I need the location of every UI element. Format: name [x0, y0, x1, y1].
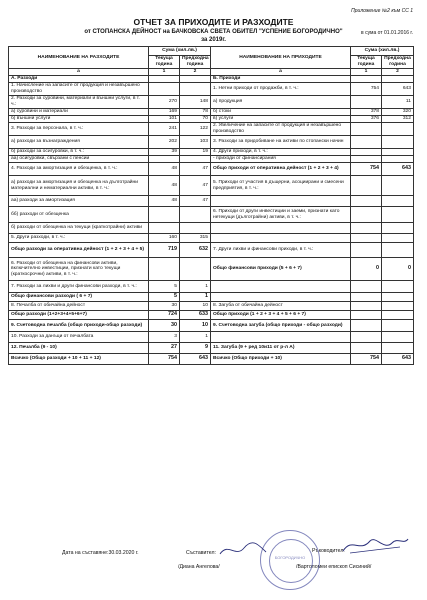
income-label [211, 234, 351, 243]
expense-current-value [149, 207, 180, 223]
income-current-value [351, 96, 382, 109]
expense-label: аа) осигуровки, свързани с пенсии [9, 156, 149, 163]
compiler-signature [218, 540, 268, 560]
expense-previous-value: 47 [180, 163, 211, 176]
income-current-value: 754 [351, 83, 382, 96]
compiler-label: Съставител: [186, 550, 216, 556]
income-current-value [351, 311, 382, 320]
expense-label: А. Разходи [9, 76, 149, 83]
expense-label: 5. Други разходи, в т. ч.: [9, 234, 149, 243]
seal-text: БОГОРОДИЧНО [274, 555, 306, 560]
expense-previous-value: 643 [180, 354, 211, 365]
income-label [211, 332, 351, 343]
expense-label: а) разходи за амортизация и обезценка на дълготрайни материални и нематериални активи, в т. ч.: [9, 176, 149, 196]
income-label: Б. Приходи [211, 76, 351, 83]
expense-current-value [149, 223, 180, 234]
expense-label: 1. Начисление на запасите от продукция и незавършено производство [9, 83, 149, 96]
column-index: а [211, 69, 351, 76]
currency-note: в сума от 01.01.2016 г. [361, 30, 413, 36]
income-previous-value [382, 320, 414, 332]
income-previous-value [382, 223, 414, 234]
expense-current-value [149, 258, 180, 281]
expense-label: а) суровини и материали [9, 109, 149, 116]
expense-previous-value: 633 [180, 311, 211, 320]
expense-previous-value: 10 [180, 302, 211, 311]
expenses-header: НАИМЕНОВАНИЕ НА РАЗХОДИТЕ [9, 47, 149, 69]
expense-label: 6. Разходи от обезценка на финансови активи, включително инвестиции, признати като текущи (краткосрочни) активи, в т. ч.: [9, 258, 149, 281]
income-current-value [351, 207, 382, 223]
expense-label: 7. Разходи за лихви и други финансови разходи, в т. ч.: [9, 281, 149, 293]
income-previous-value [382, 123, 414, 136]
table-row [9, 163, 414, 176]
expense-current-value: 39 [149, 149, 180, 156]
table-row [9, 332, 414, 343]
income-label: а) продукция [211, 96, 351, 109]
expenses-sum-header: Сума (хил.лв.) [149, 47, 211, 56]
expense-current-value [149, 83, 180, 96]
expense-current-value: 30 [149, 302, 180, 311]
income-current-value: 376 [351, 116, 382, 123]
manager-signature [340, 533, 410, 557]
expense-current-value: 101 [149, 116, 180, 123]
income-previous-value [382, 311, 414, 320]
expense-current-value: 160 [149, 234, 180, 243]
expense-label: аа) разходи за амортизация [9, 196, 149, 207]
income-current-value: 754 [351, 163, 382, 176]
income-current-value [351, 176, 382, 196]
expense-label: Всичко (Общо разходи + 10 + 11 + 12) [9, 354, 149, 365]
table-row [9, 293, 414, 302]
table-row [9, 311, 414, 320]
expense-current-value [149, 156, 180, 163]
expense-current-value: 169 [149, 109, 180, 116]
expense-label: б) разходи за осигуровки, в т. ч.: [9, 149, 149, 156]
income-label: 1. Нетни приходи от продажби, в т. ч.: [211, 83, 351, 96]
expense-current-value: 5 [149, 281, 180, 293]
expense-current-value: 202 [149, 136, 180, 149]
expense-label: 2. Разходи за суровини, материали и външни услуги, в т. ч.: [9, 96, 149, 109]
expense-label: б) външни услуги [9, 116, 149, 123]
expense-previous-value: 1 [180, 293, 211, 302]
column-index: 2 [382, 69, 414, 76]
income-current-value [351, 156, 382, 163]
income-current-value [351, 196, 382, 207]
income-label: 11. Загуба (9 + ред 10и11 от р-л А) [211, 343, 351, 354]
expense-label: 10. Разходи за данъци от печалбата [9, 332, 149, 343]
expense-label: а) разходи за възнаграждения [9, 136, 149, 149]
expense-previous-value: 47 [180, 196, 211, 207]
income-label: 8. Загуба от обичайна дейност [211, 302, 351, 311]
table-row [9, 136, 414, 149]
income-current-value [351, 332, 382, 343]
income-current-value [351, 243, 382, 258]
table-row [9, 234, 414, 243]
expense-current-value: 48 [149, 196, 180, 207]
expense-previous-value [180, 223, 211, 234]
table-row [9, 281, 414, 293]
income-previous-value [382, 332, 414, 343]
income-label: Общо финансови приходи (5 + 6 + 7) [211, 258, 351, 281]
expense-label: 9. Счетоводна печалба (общо приходи-общо разходи) [9, 320, 149, 332]
income-label: 2. Увеличение на запасите от продукция и незавършено производство [211, 123, 351, 136]
income-current-value [351, 149, 382, 156]
table-row [9, 223, 414, 234]
income-current-value: 754 [351, 354, 382, 365]
round-seal-stamp [260, 530, 320, 590]
column-index: 1 [149, 69, 180, 76]
expense-current-value: 48 [149, 176, 180, 196]
table-row [9, 156, 414, 163]
income-label: 6. Приходи от други инвестиции и заеми, признати като нетекущи (дълготрайни) активи, в т. ч.: [211, 207, 351, 223]
income-previous-value [382, 76, 414, 83]
expense-previous-value [180, 207, 211, 223]
income-previous-value [382, 136, 414, 149]
income-previous-value: 320 [382, 109, 414, 116]
income-previous-value [382, 149, 414, 156]
previous-year-header: Предходна година [180, 56, 211, 69]
expense-current-value: 241 [149, 123, 180, 136]
expense-current-value: 3 [149, 332, 180, 343]
income-label: 9. Счетоводна загуба (общо приходи - общо разходи) [211, 320, 351, 332]
income-label: в) услуги [211, 116, 351, 123]
income-current-value [351, 234, 382, 243]
income-current-value [351, 123, 382, 136]
table-row [9, 302, 414, 311]
income-previous-value [382, 281, 414, 293]
table-row [9, 123, 414, 136]
income-current-value [351, 343, 382, 354]
expense-previous-value [180, 156, 211, 163]
current-year-header: Текуща година [351, 56, 382, 69]
income-previous-value [382, 176, 414, 196]
income-previous-value [382, 207, 414, 223]
manager-label: Ръководител: [312, 548, 345, 554]
report-title: ОТЧЕТ ЗА ПРИХОДИТЕ И РАЗХОДИТЕ [133, 17, 294, 27]
income-label: 5. Приходи от участия в дъщерни, асоциирани и смесени предприятия, в т. ч.: [211, 176, 351, 196]
income-label: 7. Други лихви и финансови приходи, в т. ч.: [211, 243, 351, 258]
expense-previous-value: 70 [180, 116, 211, 123]
income-label: 3. Разходи за придобиване на активи по стопански начин [211, 136, 351, 149]
table-row [9, 76, 414, 83]
expense-previous-value: 1 [180, 332, 211, 343]
expense-previous-value: 315 [180, 234, 211, 243]
income-previous-value: 11 [382, 96, 414, 109]
expense-previous-value: 9 [180, 343, 211, 354]
expense-current-value: 48 [149, 163, 180, 176]
expense-current-value: 30 [149, 320, 180, 332]
table-row [9, 109, 414, 116]
seal-inner-ring [269, 539, 313, 583]
income-current-value: 0 [351, 258, 382, 281]
income-current-value: 378 [351, 109, 382, 116]
expense-label: 3. Разходи за персонала, в т. ч.: [9, 123, 149, 136]
expense-previous-value: 122 [180, 123, 211, 136]
income-label [211, 223, 351, 234]
income-previous-value [382, 293, 414, 302]
expense-previous-value: 148 [180, 96, 211, 109]
expense-label: Общо финансови разходи ( 6 + 7) [9, 293, 149, 302]
income-previous-value: 0 [382, 258, 414, 281]
expense-current-value [149, 76, 180, 83]
manager-name: /Вартоломеи епископ Сисиний/ [296, 564, 372, 570]
report-subtitle: от СТОПАНСКА ДЕЙНОСТ на БАЧКОВСКА СВЕТА ОБИТЕЛ "УСПЕНИЕ БОГОРОДИЧНО" [84, 29, 343, 35]
expense-current-value: 5 [149, 293, 180, 302]
appendix-label: Приложение №2 към СС 1 [351, 8, 413, 14]
previous-year-header: Предходна година [382, 56, 414, 69]
current-year-header: Текуща година [149, 56, 180, 69]
income-current-value [351, 76, 382, 83]
table-row [9, 116, 414, 123]
expense-label: 4. Разходи за амортизация и обезценка, в т. ч.: [9, 163, 149, 176]
table-row [9, 96, 414, 109]
table-row [9, 83, 414, 96]
table-row [9, 320, 414, 332]
expense-previous-value: 103 [180, 136, 211, 149]
expense-current-value: 270 [149, 96, 180, 109]
expense-label: 12. Печалба (9 - 10) [9, 343, 149, 354]
report-year: за 2019г. [201, 37, 226, 43]
compiler-name: /Диана Ангелова/ [178, 564, 220, 570]
income-previous-value [382, 343, 414, 354]
expense-current-value: 724 [149, 311, 180, 320]
expense-label: 8. Печалба от обичайна дейност [9, 302, 149, 311]
expense-previous-value: 10 [180, 320, 211, 332]
income-previous-value: 643 [382, 354, 414, 365]
table-row [9, 176, 414, 196]
income-label [211, 281, 351, 293]
table-row [9, 196, 414, 207]
expense-previous-value: 1 [180, 281, 211, 293]
income-header: НАИМЕНОВАНИЕ НА ПРИХОДИТЕ [211, 47, 351, 69]
income-previous-value: 643 [382, 163, 414, 176]
expense-previous-value: 47 [180, 176, 211, 196]
expense-previous-value: 78 [180, 109, 211, 116]
income-previous-value [382, 302, 414, 311]
income-label [211, 196, 351, 207]
income-current-value [351, 293, 382, 302]
income-current-value [351, 136, 382, 149]
expense-label: Общо разходи за оперативна дейност (1 + 2 + 3 + 4 + 5) [9, 243, 149, 258]
expense-previous-value: 19 [180, 149, 211, 156]
income-current-value [351, 302, 382, 311]
income-previous-value [382, 243, 414, 258]
income-label: Общо приходи (1 + 2 + 3 + 4 + 5 + 6 + 7) [211, 311, 351, 320]
income-previous-value [382, 234, 414, 243]
expense-label: Общо разходи (1+2+3+4+5+6+7) [9, 311, 149, 320]
income-label: б) стоки [211, 109, 351, 116]
income-current-value [351, 281, 382, 293]
income-label: Общо приходи от оперативна дейност (1 + 2 + 3 + 4) [211, 163, 351, 176]
column-index: 1 [351, 69, 382, 76]
income-label: 4. Други приходи, в т. ч.: [211, 149, 351, 156]
table-row [9, 343, 414, 354]
table-row [9, 207, 414, 223]
table-row [9, 149, 414, 156]
income-previous-value [382, 196, 414, 207]
expense-label: бб) разходи от обезценка [9, 207, 149, 223]
column-index: 2 [180, 69, 211, 76]
income-label: - приходи от финансирания [211, 156, 351, 163]
expense-previous-value [180, 83, 211, 96]
income-current-value [351, 223, 382, 234]
expense-previous-value: 632 [180, 243, 211, 258]
income-statement-table [8, 46, 414, 365]
table-row [9, 258, 414, 281]
expense-previous-value [180, 76, 211, 83]
income-previous-value: 643 [382, 83, 414, 96]
income-previous-value: 312 [382, 116, 414, 123]
income-current-value [351, 320, 382, 332]
expense-current-value: 27 [149, 343, 180, 354]
income-previous-value [382, 156, 414, 163]
expense-current-value: 754 [149, 354, 180, 365]
expense-label: б) разходи от обезценка на текущи (краткотрайни) активи [9, 223, 149, 234]
compilation-date: Дата на съставяне:30.03.2020 г. [62, 550, 139, 556]
expense-current-value: 719 [149, 243, 180, 258]
table-row [9, 243, 414, 258]
expense-previous-value [180, 258, 211, 281]
income-label [211, 293, 351, 302]
table-row [9, 354, 414, 365]
income-sum-header: Сума (хил.лв.) [351, 47, 414, 56]
income-label: Всичко (Общо приходи + 10) [211, 354, 351, 365]
column-index: а [9, 69, 149, 76]
